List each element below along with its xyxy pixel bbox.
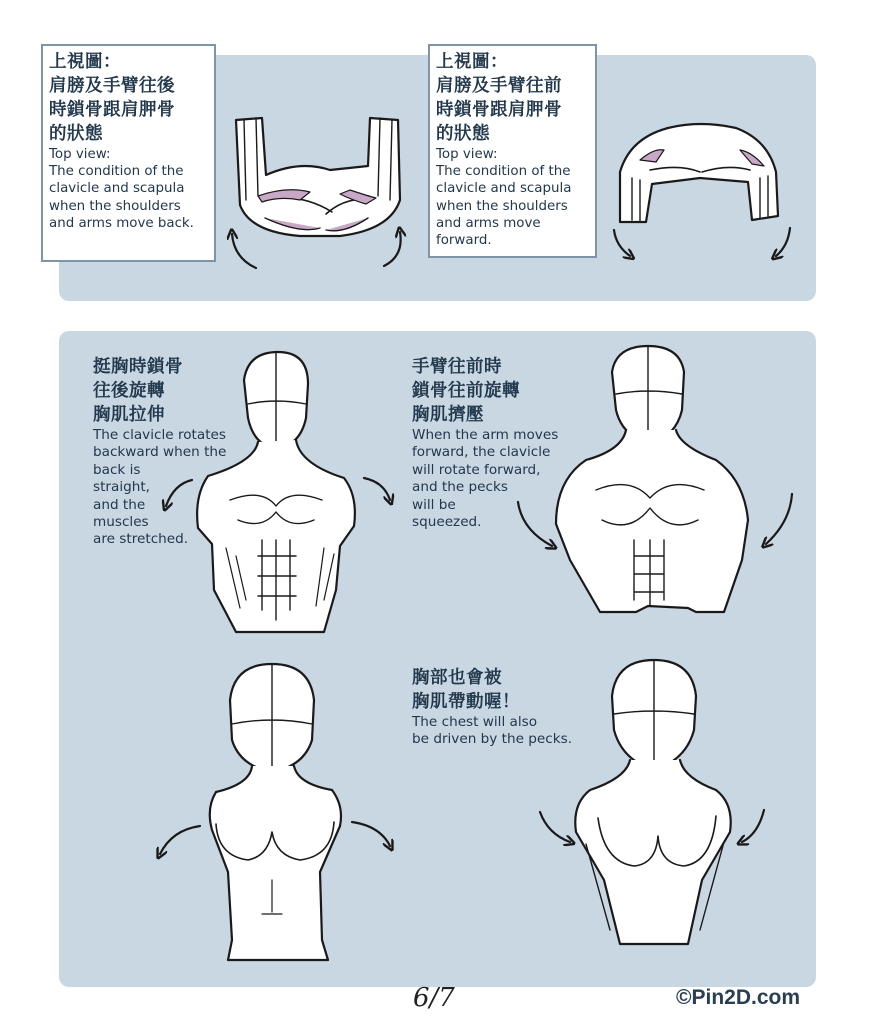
female-torso-chest-out-illustration bbox=[210, 664, 341, 960]
arms-forward-note bbox=[412, 355, 558, 531]
arrow-icon bbox=[540, 812, 570, 842]
arms-forward-caption-en: When the arm moves forward, the clavicle will rotate forward, and the pecks will be squeezed. bbox=[412, 427, 559, 531]
top-view-back-caption-en: Top view: The condition of the clavicle and scapula when the shoulders and arms move back. bbox=[49, 147, 194, 231]
copyright-text: ©Pin2D.com bbox=[676, 986, 801, 1009]
top-view-shoulders-back-illustration bbox=[236, 118, 400, 236]
arrow-icon bbox=[742, 810, 764, 842]
arrow-icon bbox=[232, 234, 256, 268]
top-view-forward-caption-en: Top view: The condition of the clavicle and scapula when the shoulders and arms move forward. bbox=[436, 147, 572, 249]
top-view-back-title-zh: 上視圖： 肩膀及手臂往後 時鎖骨跟肩胛骨 的狀態 bbox=[49, 52, 175, 144]
chest-driven-title-zh: 胸部也會被 胸肌帶動喔！ bbox=[412, 668, 520, 712]
arrow-icon bbox=[776, 228, 790, 256]
female-torso-arms-forward-illustration bbox=[575, 660, 730, 944]
arrow-icon bbox=[766, 494, 792, 544]
top-view-forward-title-zh: 上視圖： 肩膀及手臂往前 時鎖骨跟肩胛骨 的狀態 bbox=[436, 52, 562, 144]
arrow-icon bbox=[352, 822, 390, 846]
chest-out-caption-en: The clavicle rotates backward when the back is straight, and the muscles are stretched. bbox=[93, 427, 227, 548]
chest-driven-caption-en: The chest will also be driven by the pecks. bbox=[412, 714, 573, 748]
arrow-icon bbox=[614, 230, 630, 256]
top-view-shoulders-forward-illustration bbox=[620, 124, 778, 222]
chest-out-title-zh: 挺胸時鎖骨 往後旋轉 胸肌拉伸 bbox=[93, 357, 183, 425]
arms-forward-title-zh: 手臂往前時 鎖骨往前旋轉 胸肌擠壓 bbox=[412, 357, 520, 425]
arrow-icon bbox=[364, 478, 390, 500]
arrow-icon bbox=[384, 232, 401, 266]
top-view-back-note bbox=[41, 44, 216, 262]
page-number: 6/7 bbox=[413, 983, 455, 1013]
chest-driven-note bbox=[412, 666, 572, 749]
arrow-icon bbox=[160, 826, 200, 854]
male-torso-arms-forward-illustration bbox=[556, 346, 748, 612]
top-view-forward-note bbox=[428, 44, 597, 258]
chest-out-note bbox=[93, 355, 226, 549]
